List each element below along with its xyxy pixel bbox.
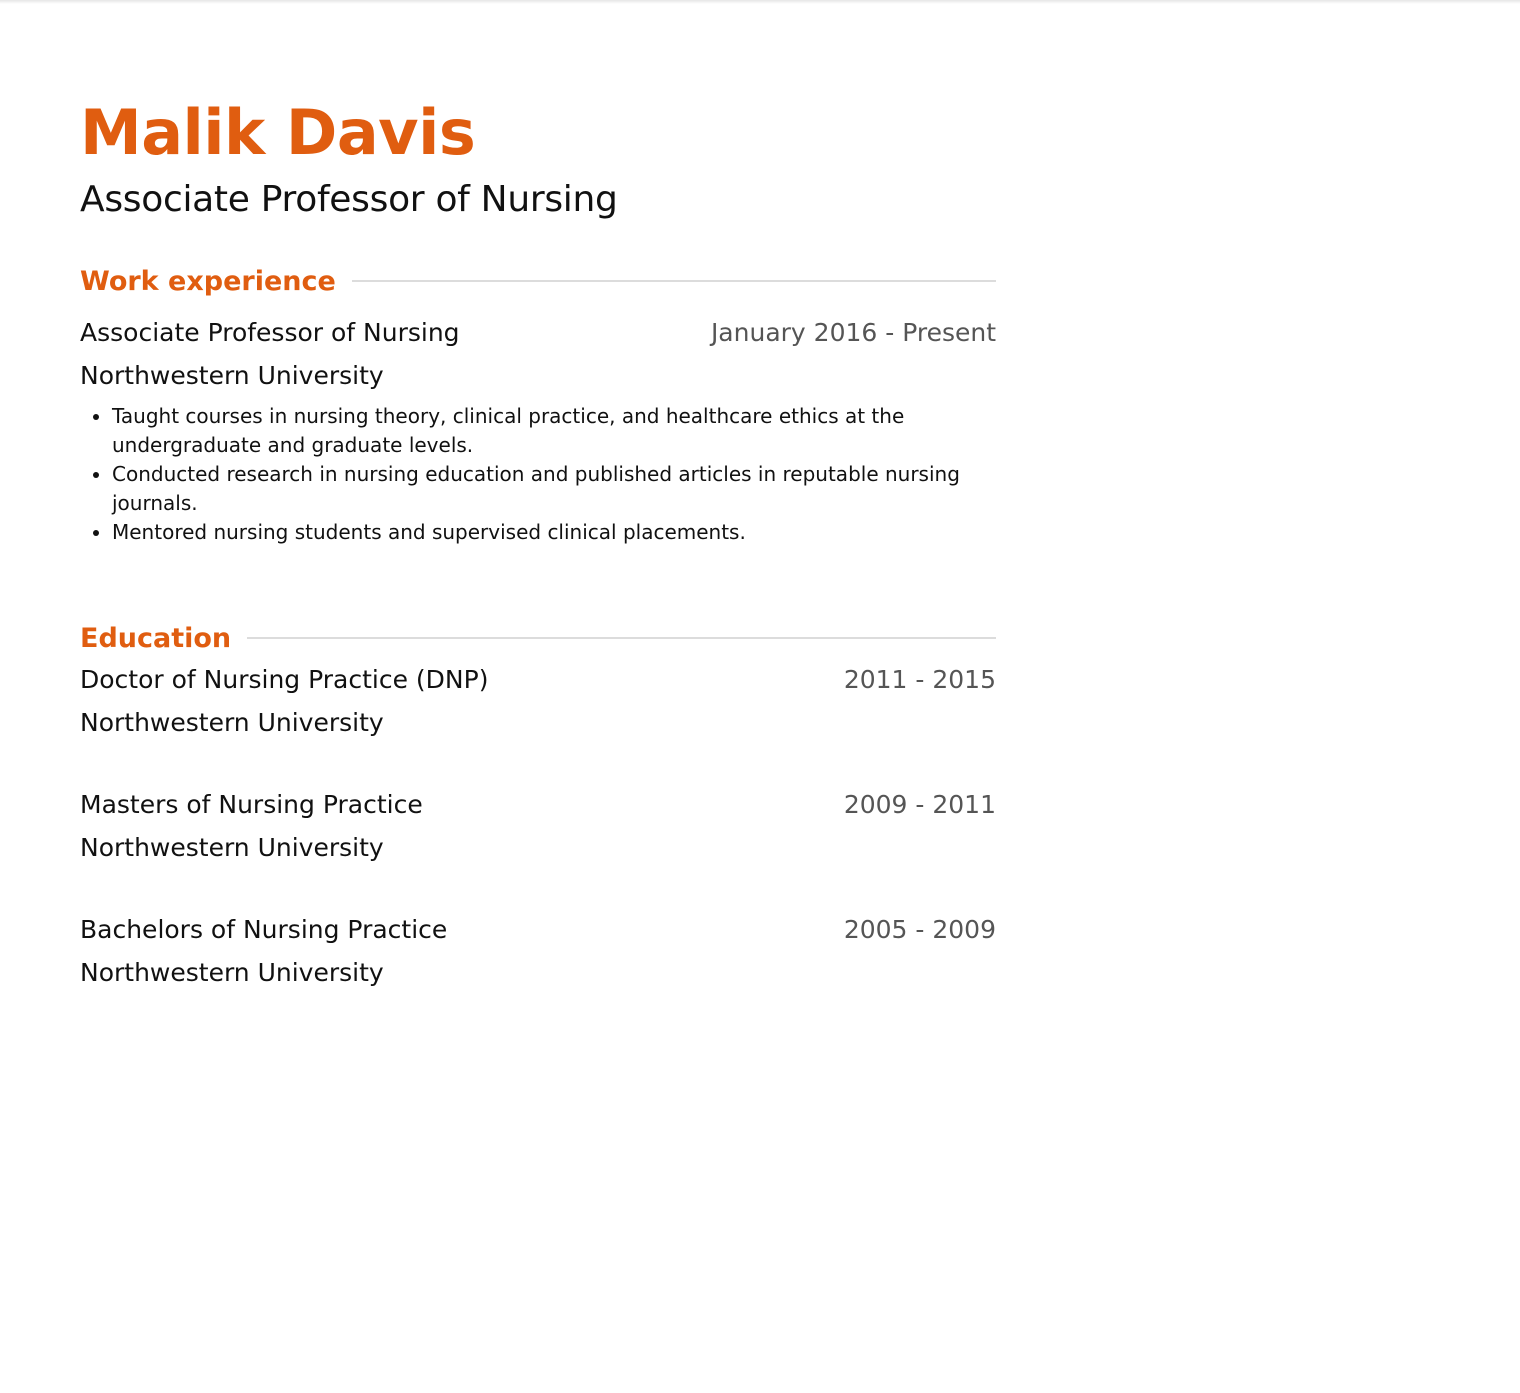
section-divider [352, 280, 996, 282]
education-header [80, 619, 996, 659]
job-bullet: • Taught courses in nursing theory, clinical practice, and healthcare ethics at the undergraduate and graduate levels. [112, 402, 996, 460]
education-section [80, 619, 996, 995]
degree-dates: 2009 - 2011 [843, 790, 996, 819]
degree-dates: 2011 - 2015 [843, 665, 996, 694]
candidate-name: Malik Davis [80, 96, 476, 169]
section-divider [247, 637, 996, 639]
degree-institution: Northwestern University [80, 958, 384, 987]
job-bullets [80, 402, 996, 547]
degree-institution: Northwestern University [80, 833, 384, 862]
candidate-headline: Associate Professor of Nursing [80, 179, 618, 220]
job-title: Associate Professor of Nursing [80, 318, 460, 347]
degree-title: Doctor of Nursing Practice (DNP) [80, 665, 489, 694]
resume-page [80, 96, 996, 1034]
work-experience-section [80, 262, 996, 547]
job-bullet: • Mentored nursing students and supervised clinical placements. [112, 518, 996, 547]
work-experience-header [80, 262, 996, 302]
work-entry [80, 312, 996, 547]
education-entry [80, 784, 996, 870]
education-title: Education [80, 623, 232, 654]
degree-dates: 2005 - 2009 [843, 915, 996, 944]
job-dates: January 2016 - Present [710, 318, 996, 347]
degree-title: Masters of Nursing Practice [80, 790, 423, 819]
education-entry-header [80, 659, 996, 701]
work-entry-header [80, 312, 996, 354]
job-bullet: • Conducted research in nursing education and published articles in reputable nursing journals. [112, 460, 996, 518]
education-entry-header [80, 909, 996, 951]
work-experience-title: Work experience [80, 266, 336, 297]
degree-institution: Northwestern University [80, 708, 384, 737]
education-entry [80, 909, 996, 995]
education-entry-header [80, 784, 996, 826]
degree-title: Bachelors of Nursing Practice [80, 915, 448, 944]
education-entry [80, 659, 996, 745]
job-organization: Northwestern University [80, 361, 384, 390]
top-edge-shadow [0, 0, 1520, 4]
